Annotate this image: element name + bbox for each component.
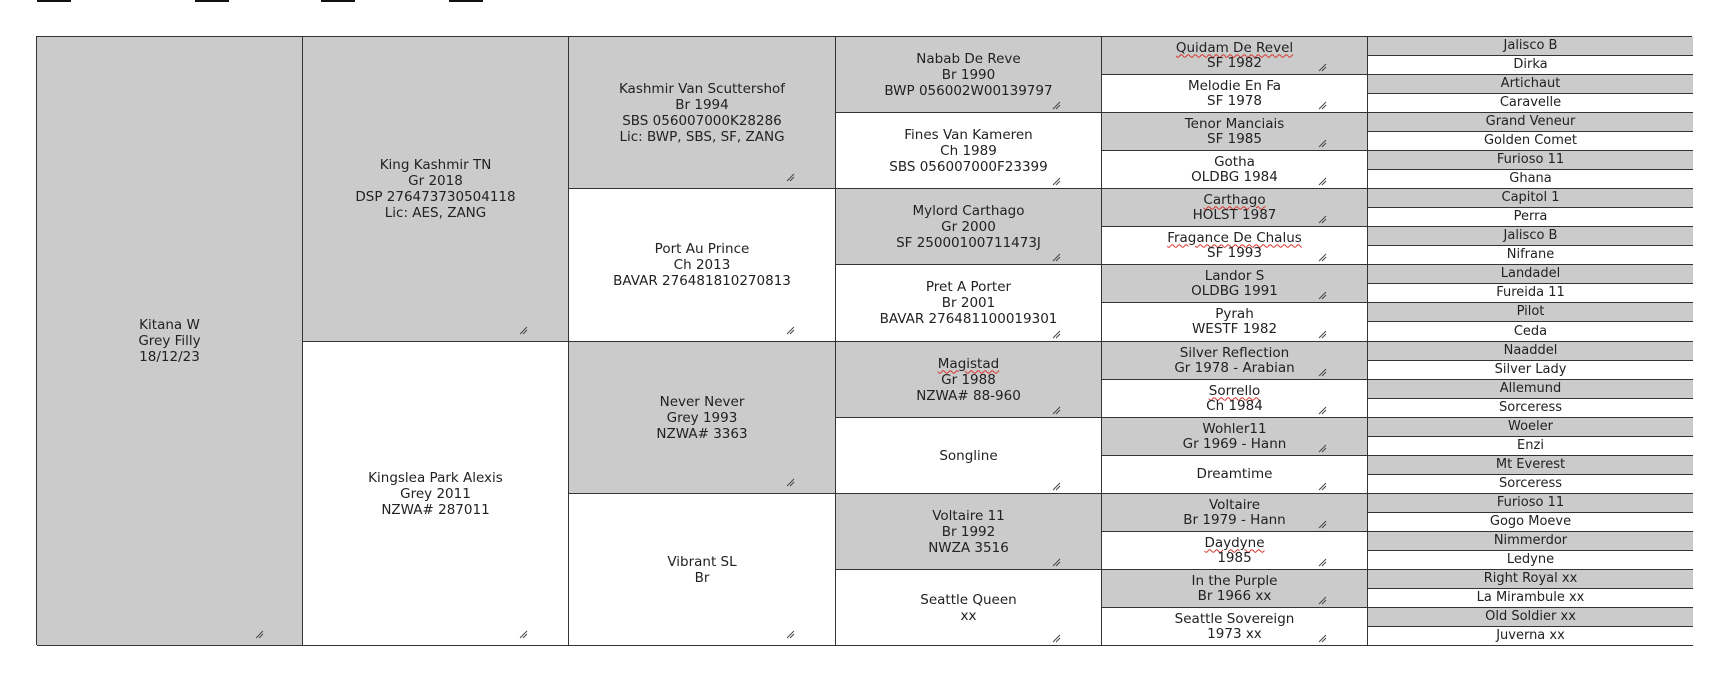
horse-name: Voltaire 11 bbox=[932, 507, 1005, 524]
pedigree-cell[interactable] bbox=[1368, 56, 1693, 75]
horse-name: Melodie En Fa bbox=[1187, 77, 1282, 94]
pedigree-cell[interactable] bbox=[1102, 494, 1368, 532]
horse-name: Pret A Porter bbox=[925, 279, 1012, 295]
pedigree-cell[interactable] bbox=[1368, 227, 1693, 246]
horse-name: Naaddel bbox=[1503, 343, 1558, 358]
horse-name: Landor S bbox=[1204, 267, 1265, 284]
horse-name: Mylord Carthago bbox=[912, 202, 1025, 219]
horse-detail: Ch 2013 bbox=[673, 257, 731, 273]
pedigree-cell[interactable] bbox=[1368, 361, 1693, 380]
horse-name: Nifrane bbox=[1506, 247, 1555, 262]
horse-name: Kingslea Park Alexis bbox=[368, 469, 503, 486]
horse-detail: Gr 1988 bbox=[941, 371, 996, 388]
toolbar-mark-3 bbox=[321, 0, 355, 2]
horse-detail: SF 1993 bbox=[1207, 244, 1262, 261]
pedigree-cell[interactable] bbox=[1368, 75, 1693, 94]
horse-name: Quidam De Revel bbox=[1175, 39, 1294, 56]
pedigree-cell[interactable] bbox=[1368, 246, 1693, 265]
pedigree-cell[interactable] bbox=[1368, 494, 1693, 513]
horse-name: La Mirambule xx bbox=[1476, 590, 1585, 605]
horse-detail: HOLST 1987 bbox=[1192, 206, 1277, 223]
pedigree-cell[interactable] bbox=[1368, 37, 1693, 56]
horse-name: Enzi bbox=[1517, 438, 1544, 453]
pedigree-cell[interactable] bbox=[1368, 380, 1693, 399]
horse-name: Furioso 11 bbox=[1496, 495, 1565, 510]
horse-name: Jalisco B bbox=[1503, 228, 1558, 243]
horse-detail: Gr 1978 - Arabian bbox=[1174, 359, 1295, 376]
resize-grip-icon[interactable] bbox=[1318, 101, 1327, 110]
pedigree-cell[interactable] bbox=[1368, 113, 1693, 132]
horse-detail: Br bbox=[694, 569, 710, 586]
horse-detail: OLDBG 1991 bbox=[1191, 282, 1278, 299]
pedigree-cell[interactable] bbox=[1368, 475, 1693, 494]
pedigree-cell[interactable] bbox=[569, 494, 836, 646]
horse-detail: DSP 276473730504118 bbox=[355, 189, 516, 205]
resize-grip-icon[interactable] bbox=[786, 630, 795, 639]
horse-name: Jalisco B bbox=[1503, 38, 1558, 53]
pedigree-cell[interactable] bbox=[1102, 227, 1368, 265]
horse-name: Silver Reflection bbox=[1179, 344, 1290, 361]
horse-name: Juverna xx bbox=[1496, 628, 1565, 643]
horse-name: Never Never bbox=[659, 393, 745, 410]
horse-name: Mt Everest bbox=[1495, 457, 1566, 472]
pedigree-cell[interactable] bbox=[1368, 94, 1693, 113]
pedigree-cell[interactable] bbox=[1102, 608, 1368, 646]
horse-name: Golden Comet bbox=[1483, 133, 1578, 148]
horse-detail: Grey Filly bbox=[138, 333, 201, 349]
horse-detail: Gr 1969 - Hann bbox=[1182, 435, 1287, 452]
horse-detail: SBS 056007000F23399 bbox=[889, 158, 1048, 175]
horse-detail: Gr 2000 bbox=[941, 218, 996, 235]
horse-detail: Lic: AES, ZANG bbox=[384, 205, 487, 221]
resize-grip-icon[interactable] bbox=[1318, 215, 1327, 224]
resize-grip-icon[interactable] bbox=[1052, 634, 1061, 643]
horse-name: Old Soldier xx bbox=[1485, 609, 1576, 624]
resize-grip-icon[interactable] bbox=[786, 326, 795, 335]
resize-grip-icon[interactable] bbox=[1052, 101, 1061, 110]
pedigree-cell[interactable] bbox=[1102, 456, 1368, 494]
toolbar-mark-2 bbox=[195, 0, 229, 2]
pedigree-cell[interactable] bbox=[1368, 437, 1693, 456]
horse-detail: Gr 2018 bbox=[408, 173, 463, 189]
horse-detail: Br 2001 bbox=[941, 295, 996, 311]
horse-detail: BWP 056002W00139797 bbox=[884, 82, 1053, 99]
resize-grip-icon[interactable] bbox=[1052, 330, 1061, 339]
pedigree-cell[interactable] bbox=[836, 113, 1102, 189]
horse-name: Magistad bbox=[937, 355, 1000, 372]
horse-name: Furioso 11 bbox=[1496, 152, 1565, 167]
horse-name: Vibrant SL bbox=[667, 553, 737, 570]
pedigree-cell[interactable] bbox=[1102, 570, 1368, 608]
pedigree-cell[interactable] bbox=[1368, 551, 1693, 570]
horse-detail: 18/12/23 bbox=[139, 349, 200, 365]
pedigree-cell[interactable] bbox=[1368, 589, 1693, 608]
pedigree-cell[interactable] bbox=[569, 37, 836, 189]
horse-detail: 1985 bbox=[1217, 549, 1252, 566]
horse-name: Perra bbox=[1513, 209, 1548, 224]
resize-grip-icon[interactable] bbox=[1318, 253, 1327, 262]
pedigree-cell[interactable] bbox=[1368, 170, 1693, 189]
horse-detail: Br 1992 bbox=[941, 523, 996, 540]
pedigree-cell[interactable] bbox=[1368, 208, 1693, 227]
horse-detail: BAVAR 276481810270813 bbox=[613, 273, 791, 289]
horse-name: Dirka bbox=[1513, 57, 1548, 72]
pedigree-cell[interactable] bbox=[303, 342, 569, 646]
resize-grip-icon[interactable] bbox=[1318, 520, 1327, 529]
horse-name: Allemund bbox=[1499, 381, 1562, 396]
horse-name: Voltaire bbox=[1208, 496, 1261, 513]
horse-name: Fureida 11 bbox=[1496, 285, 1565, 300]
horse-detail: xx bbox=[960, 607, 977, 624]
horse-name: Tenor Manciais bbox=[1184, 115, 1285, 132]
pedigree-cell[interactable] bbox=[1102, 532, 1368, 570]
pedigree-cell[interactable] bbox=[1368, 322, 1693, 342]
resize-grip-icon[interactable] bbox=[1052, 406, 1061, 415]
pedigree-cell[interactable] bbox=[1102, 380, 1368, 418]
resize-grip-icon[interactable] bbox=[1052, 253, 1061, 262]
horse-detail: NWZA 3516 bbox=[928, 539, 1009, 556]
pedigree-cell[interactable] bbox=[303, 37, 569, 342]
pedigree-cell[interactable] bbox=[1368, 303, 1693, 322]
toolbar-mark-1 bbox=[37, 0, 71, 2]
resize-grip-icon[interactable] bbox=[1318, 406, 1327, 415]
horse-detail: SBS 056007000K28286 bbox=[622, 112, 782, 129]
horse-name: In the Purple bbox=[1191, 572, 1278, 589]
resize-grip-icon[interactable] bbox=[1318, 596, 1327, 605]
resize-grip-icon[interactable] bbox=[1052, 558, 1061, 567]
horse-detail: Br 1994 bbox=[675, 96, 729, 113]
resize-grip-icon[interactable] bbox=[1052, 482, 1061, 491]
pedigree-cell[interactable] bbox=[1102, 265, 1368, 303]
resize-grip-icon[interactable] bbox=[786, 478, 795, 487]
resize-grip-icon[interactable] bbox=[1318, 291, 1327, 300]
horse-name: Wohler11 bbox=[1202, 420, 1267, 437]
horse-name: Daydyne bbox=[1204, 534, 1265, 551]
pedigree-cell[interactable] bbox=[1102, 418, 1368, 456]
resize-grip-icon[interactable] bbox=[1318, 444, 1327, 453]
pedigree-cell[interactable] bbox=[1368, 265, 1693, 284]
toolbar-mark-4 bbox=[449, 0, 483, 2]
horse-name: Nabab De Reve bbox=[916, 50, 1021, 67]
horse-detail: SF 1978 bbox=[1207, 92, 1262, 109]
resize-grip-icon[interactable] bbox=[519, 630, 528, 639]
horse-name: Gogo Moeve bbox=[1489, 514, 1572, 529]
horse-detail: Grey 1993 bbox=[666, 409, 738, 426]
resize-grip-icon[interactable] bbox=[1318, 368, 1327, 377]
horse-detail: SF 25000100711473J bbox=[896, 234, 1041, 251]
pedigree-cell[interactable] bbox=[836, 494, 1102, 570]
horse-detail: Lic: BWP, SBS, SF, ZANG bbox=[619, 128, 785, 145]
pedigree-cell[interactable] bbox=[1102, 151, 1368, 189]
horse-name: Carthago bbox=[1203, 191, 1266, 208]
pedigree-cell[interactable] bbox=[1368, 284, 1693, 303]
resize-grip-icon[interactable] bbox=[1318, 330, 1327, 339]
horse-name: Pilot bbox=[1516, 304, 1545, 319]
pedigree-cell[interactable] bbox=[836, 342, 1102, 418]
resize-grip-icon[interactable] bbox=[1318, 63, 1327, 72]
horse-name: Woeler bbox=[1508, 419, 1553, 434]
horse-detail: WESTF 1982 bbox=[1191, 321, 1278, 337]
horse-name: Grand Veneur bbox=[1485, 114, 1576, 129]
pedigree-cell[interactable] bbox=[1102, 113, 1368, 151]
horse-detail: Br 1966 xx bbox=[1197, 587, 1272, 604]
horse-name: Fragance De Chalus bbox=[1167, 229, 1302, 246]
horse-name: Kashmir Van Scuttershof bbox=[618, 80, 786, 97]
horse-name: Fines Van Kameren bbox=[904, 126, 1033, 143]
resize-grip-icon[interactable] bbox=[255, 630, 264, 639]
pedigree-cell[interactable] bbox=[569, 342, 836, 494]
horse-name: Sorceress bbox=[1498, 400, 1562, 415]
horse-name: Landadel bbox=[1500, 266, 1561, 281]
resize-grip-icon[interactable] bbox=[1318, 482, 1327, 491]
horse-name: Artichaut bbox=[1500, 76, 1561, 91]
resize-grip-icon[interactable] bbox=[1052, 177, 1061, 186]
pedigree-chart bbox=[36, 36, 1692, 645]
pedigree-cell[interactable] bbox=[1368, 627, 1693, 646]
pedigree-cell[interactable] bbox=[836, 265, 1102, 342]
pedigree-cell[interactable] bbox=[1368, 189, 1693, 208]
horse-detail: Ch 1984 bbox=[1206, 397, 1263, 414]
horse-name: King Kashmir TN bbox=[379, 157, 492, 173]
horse-detail: OLDBG 1984 bbox=[1191, 168, 1278, 185]
horse-name: Ledyne bbox=[1506, 552, 1555, 567]
pedigree-cell[interactable] bbox=[1368, 532, 1693, 551]
horse-detail: SF 1982 bbox=[1207, 54, 1262, 71]
pedigree-cell[interactable] bbox=[1102, 342, 1368, 380]
horse-detail: Br 1979 - Hann bbox=[1183, 511, 1286, 528]
horse-name: Ghana bbox=[1509, 171, 1552, 186]
horse-name: Songline bbox=[939, 447, 998, 464]
horse-name: Sorceress bbox=[1498, 476, 1562, 491]
pedigree-cell[interactable] bbox=[836, 418, 1102, 494]
horse-name: Nimmerdor bbox=[1493, 533, 1568, 548]
pedigree-cell[interactable] bbox=[1102, 37, 1368, 75]
horse-name: Sorrello bbox=[1208, 382, 1261, 399]
pedigree-cell[interactable] bbox=[1368, 513, 1693, 532]
horse-name: Seattle Queen bbox=[920, 591, 1017, 608]
resize-grip-icon[interactable] bbox=[1318, 177, 1327, 186]
pedigree-cell[interactable] bbox=[1368, 151, 1693, 170]
pedigree-cell[interactable] bbox=[836, 189, 1102, 265]
horse-detail: NZWA# 88-960 bbox=[916, 387, 1021, 404]
horse-name: Pyrah bbox=[1215, 306, 1254, 322]
horse-name: Capitol 1 bbox=[1501, 190, 1560, 205]
pedigree-cell[interactable] bbox=[1368, 418, 1693, 437]
horse-name: Port Au Prince bbox=[654, 241, 750, 257]
pedigree-cell[interactable] bbox=[836, 37, 1102, 113]
horse-name: Gotha bbox=[1214, 153, 1255, 170]
resize-grip-icon[interactable] bbox=[519, 326, 528, 335]
resize-grip-icon[interactable] bbox=[1318, 634, 1327, 643]
resize-grip-icon[interactable] bbox=[1318, 558, 1327, 567]
pedigree-cell[interactable] bbox=[836, 570, 1102, 646]
horse-name: Seattle Sovereign bbox=[1174, 610, 1295, 627]
pedigree-cell[interactable] bbox=[1368, 342, 1693, 361]
horse-name: Ceda bbox=[1513, 323, 1548, 339]
pedigree-cell[interactable] bbox=[1368, 608, 1693, 627]
horse-detail: Ch 1989 bbox=[940, 142, 997, 159]
horse-detail: Br 1990 bbox=[941, 66, 996, 83]
pedigree-cell[interactable] bbox=[1368, 456, 1693, 475]
horse-detail: NZWA# 287011 bbox=[381, 501, 490, 518]
pedigree-cell[interactable] bbox=[569, 189, 836, 342]
pedigree-cell[interactable] bbox=[1368, 570, 1693, 589]
horse-detail: BAVAR 276481100019301 bbox=[879, 311, 1058, 327]
horse-detail: Grey 2011 bbox=[400, 485, 471, 502]
pedigree-cell[interactable] bbox=[37, 37, 303, 646]
horse-detail: 1973 xx bbox=[1207, 625, 1262, 642]
pedigree-cell[interactable] bbox=[1368, 132, 1693, 151]
horse-detail: SF 1985 bbox=[1207, 130, 1262, 147]
horse-detail: NZWA# 3363 bbox=[656, 425, 748, 442]
horse-name: Kitana W bbox=[139, 317, 200, 333]
horse-name: Silver Lady bbox=[1494, 362, 1567, 377]
pedigree-cell[interactable] bbox=[1102, 303, 1368, 342]
pedigree-cell[interactable] bbox=[1368, 399, 1693, 418]
horse-name: Dreamtime bbox=[1196, 466, 1273, 482]
pedigree-cell[interactable] bbox=[1102, 189, 1368, 227]
pedigree-cell[interactable] bbox=[1102, 75, 1368, 113]
horse-name: Caravelle bbox=[1499, 95, 1562, 110]
resize-grip-icon[interactable] bbox=[786, 173, 795, 182]
horse-name: Right Royal xx bbox=[1483, 571, 1578, 586]
resize-grip-icon[interactable] bbox=[1318, 139, 1327, 148]
